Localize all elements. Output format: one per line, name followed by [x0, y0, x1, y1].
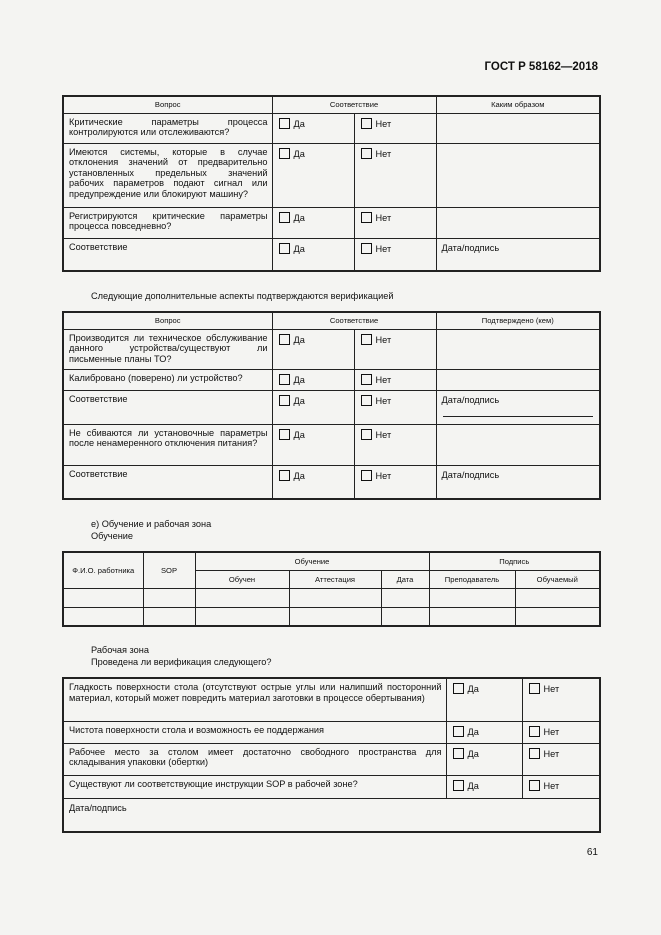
yes-label: Да	[293, 374, 305, 385]
no-option[interactable]	[354, 369, 436, 390]
date-signature-cell[interactable]: Дата/подпись	[436, 465, 600, 499]
header-confirmed-by: Подтверждено (кем)	[436, 312, 600, 329]
checkbox-yes[interactable]	[279, 334, 290, 345]
checkbox-no[interactable]	[529, 683, 540, 694]
question-cell: Калибровано (поверено) ли устройство?	[63, 369, 272, 390]
no-option[interactable]	[354, 390, 436, 424]
yes-option[interactable]	[272, 329, 354, 369]
question-cell: Критические параметры процесса контролируются или отслеживаются?	[63, 113, 272, 143]
checkbox-no[interactable]	[361, 374, 372, 385]
workzone-table	[62, 677, 601, 833]
signature-line	[443, 416, 594, 417]
trainee-cell[interactable]	[515, 588, 600, 607]
checkbox-yes[interactable]	[279, 148, 290, 159]
header-signature: Подпись	[429, 552, 600, 570]
fio-cell[interactable]	[63, 588, 143, 607]
yes-option[interactable]	[272, 465, 354, 499]
table-row	[63, 588, 600, 607]
checkbox-yes[interactable]	[453, 726, 464, 737]
how-cell[interactable]	[436, 143, 600, 207]
yes-label: Да	[293, 243, 305, 254]
question-cell: Существуют ли соответствующие инструкции SOP в рабочей зоне?	[63, 775, 446, 798]
yes-option[interactable]	[272, 143, 354, 207]
header-compliance: Соответствие	[272, 96, 436, 113]
yes-option[interactable]	[272, 390, 354, 424]
sop-cell[interactable]	[143, 607, 195, 626]
no-label: Нет	[375, 148, 392, 159]
yes-option[interactable]	[272, 238, 354, 271]
checkbox-yes[interactable]	[279, 118, 290, 129]
checkbox-no[interactable]	[361, 118, 372, 129]
no-option[interactable]	[522, 743, 600, 775]
yes-label: Да	[467, 684, 479, 694]
question-cell: Регистрируются критические параметры процесса повседневно?	[63, 207, 272, 238]
header-trained: Обучен	[195, 570, 289, 588]
date-signature-cell[interactable]: Дата/подпись	[436, 238, 600, 271]
header-sop: SOP	[143, 552, 195, 588]
date-cell[interactable]	[381, 588, 429, 607]
date-signature-cell[interactable]	[436, 390, 600, 424]
no-label: Нет	[543, 684, 560, 694]
header-question: Вопрос	[63, 96, 272, 113]
checkbox-no[interactable]	[361, 470, 372, 481]
header-attestation: Аттестация	[289, 570, 381, 588]
no-option[interactable]	[354, 113, 436, 143]
no-label: Нет	[375, 374, 392, 385]
yes-label: Да	[467, 726, 479, 737]
yes-label: Да	[293, 395, 305, 406]
compliance-label: Соответствие	[63, 465, 272, 499]
date-signature-cell[interactable]: Дата/подпись	[63, 798, 600, 832]
yes-label: Да	[293, 148, 305, 159]
checkbox-no[interactable]	[529, 780, 540, 791]
compliance-label: Соответствие	[63, 390, 272, 424]
no-option[interactable]	[354, 143, 436, 207]
yes-option[interactable]	[446, 775, 522, 798]
no-label: Нет	[375, 212, 392, 223]
checkbox-yes[interactable]	[279, 212, 290, 223]
header-question: Вопрос	[63, 312, 272, 329]
no-option[interactable]	[522, 721, 600, 743]
yes-label: Да	[293, 334, 305, 345]
question-cell: Чистота поверхности стола и возможность ее поддержания	[63, 721, 446, 743]
header-date: Дата	[381, 570, 429, 588]
compliance-label: Соответствие	[63, 238, 272, 271]
yes-option[interactable]	[272, 113, 354, 143]
confirmed-cell[interactable]	[436, 369, 600, 390]
fio-cell[interactable]	[63, 607, 143, 626]
checkbox-yes[interactable]	[279, 395, 290, 406]
question-cell: Гладкость поверхности стола (отсутствуют острые углы или налипший посторонний материал, который может повредить материал заготовки в процессе обертывания)	[63, 678, 446, 721]
checkbox-yes[interactable]	[279, 429, 290, 440]
no-option[interactable]	[354, 238, 436, 271]
yes-option[interactable]	[272, 369, 354, 390]
workzone-question: Проведена ли верификация следующего?	[91, 657, 272, 667]
confirmed-cell[interactable]	[436, 329, 600, 369]
checkbox-yes[interactable]	[453, 683, 464, 694]
process-parameters-table	[62, 95, 601, 272]
date-signature-label: Дата/подпись	[441, 394, 500, 405]
no-label: Нет	[375, 395, 392, 406]
checkbox-yes[interactable]	[453, 748, 464, 759]
checkbox-no[interactable]	[361, 334, 372, 345]
document-code: ГОСТ Р 58162—2018	[484, 61, 598, 73]
checkbox-yes[interactable]	[279, 374, 290, 385]
no-label: Нет	[543, 748, 560, 759]
checkbox-no[interactable]	[361, 395, 372, 406]
yes-option[interactable]	[272, 424, 354, 465]
no-label: Нет	[375, 118, 392, 129]
no-option[interactable]	[522, 775, 600, 798]
header-how: Каким образом	[436, 96, 600, 113]
no-label: Нет	[375, 429, 392, 440]
no-label: Нет	[543, 780, 560, 791]
how-cell[interactable]	[436, 207, 600, 238]
trainee-cell[interactable]	[515, 607, 600, 626]
yes-option[interactable]	[446, 743, 522, 775]
confirmed-cell[interactable]	[436, 424, 600, 465]
header-training: Обучение	[195, 552, 429, 570]
question-cell: Рабочее место за столом имеет достаточно свободного пространства для складывания упаковки (обертки)	[63, 743, 446, 775]
header-teacher: Преподаватель	[429, 570, 515, 588]
teacher-cell[interactable]	[429, 588, 515, 607]
question-cell: Не сбиваются ли установочные параметры после ненамеренного отключения питания?	[63, 424, 272, 465]
no-option[interactable]	[354, 329, 436, 369]
checkbox-no[interactable]	[529, 748, 540, 759]
question-cell: Производится ли техническое обслуживание данного устройства/существуют ли письменные планы ТО?	[63, 329, 272, 369]
page-number: 61	[586, 847, 598, 858]
no-label: Нет	[375, 243, 392, 254]
no-label: Нет	[375, 334, 392, 345]
section-e-title: е) Обучение и рабочая зона	[91, 519, 212, 529]
yes-label: Да	[293, 429, 305, 440]
checkbox-no[interactable]	[361, 243, 372, 254]
header-fio: Ф.И.О. работника	[63, 552, 143, 588]
checkbox-yes[interactable]	[279, 243, 290, 254]
yes-option[interactable]	[272, 207, 354, 238]
checkbox-no[interactable]	[529, 726, 540, 737]
header-trainee: Обучаемый	[515, 570, 600, 588]
verification-caption: Следующие дополнительные аспекты подтверждаются верификацией	[91, 291, 394, 301]
date-cell[interactable]	[381, 607, 429, 626]
yes-label: Да	[293, 470, 305, 481]
checkbox-no[interactable]	[361, 148, 372, 159]
how-cell[interactable]	[436, 113, 600, 143]
trained-cell[interactable]	[195, 588, 289, 607]
trained-cell[interactable]	[195, 607, 289, 626]
teacher-cell[interactable]	[429, 607, 515, 626]
yes-label: Да	[467, 748, 479, 759]
section-e-subtitle: Обучение	[91, 531, 134, 541]
header-compliance: Соответствие	[272, 312, 436, 329]
yes-label: Да	[293, 212, 305, 223]
sop-cell[interactable]	[143, 588, 195, 607]
training-table	[62, 551, 601, 627]
no-option[interactable]	[354, 207, 436, 238]
table-row	[63, 607, 600, 626]
attestation-cell[interactable]	[289, 607, 381, 626]
yes-label: Да	[293, 118, 305, 129]
verification-table	[62, 311, 601, 500]
no-option[interactable]	[354, 465, 436, 499]
checkbox-no[interactable]	[361, 212, 372, 223]
attestation-cell[interactable]	[289, 588, 381, 607]
no-label: Нет	[543, 726, 560, 737]
checkbox-yes[interactable]	[279, 470, 290, 481]
checkbox-yes[interactable]	[453, 780, 464, 791]
checkbox-no[interactable]	[361, 429, 372, 440]
no-label: Нет	[375, 470, 392, 481]
yes-option[interactable]	[446, 678, 522, 721]
yes-option[interactable]	[446, 721, 522, 743]
no-option[interactable]	[354, 424, 436, 465]
yes-label: Да	[467, 780, 479, 791]
no-option[interactable]	[522, 678, 600, 721]
question-cell: Имеются системы, которые в случае отклонения значений от предварительно установленных предельных значений рабочих параметров подают сигнал или предупреждение или блокируют машину?	[63, 143, 272, 207]
workzone-title: Рабочая зона	[91, 645, 149, 655]
